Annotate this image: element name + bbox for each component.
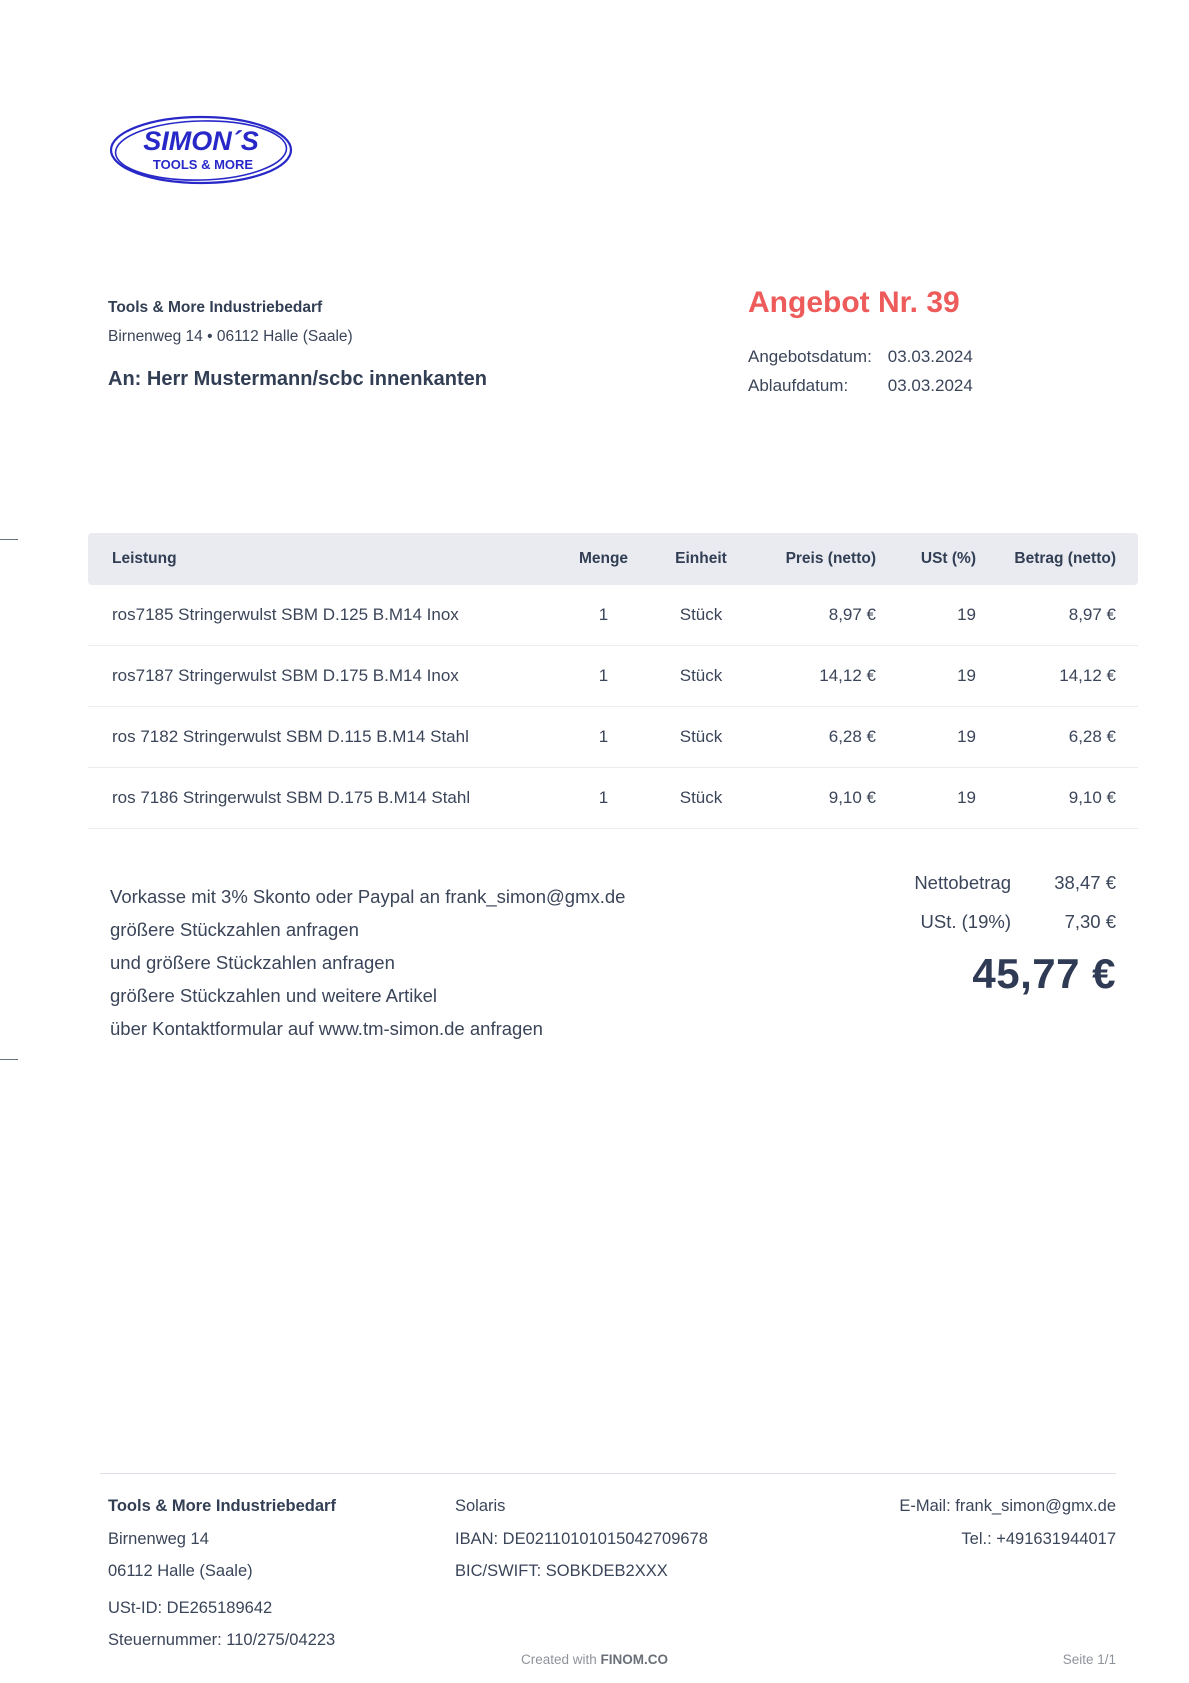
cell-ust: 19	[957, 727, 976, 746]
fold-mark-top	[0, 539, 18, 540]
vat-total-label: USt. (19%)	[920, 911, 1011, 932]
totals-block	[820, 872, 1116, 998]
cell-betrag: 14,12 €	[1059, 666, 1116, 685]
cell-leistung: ros7187 Stringerwulst SBM D.175 B.M14 Inox	[112, 666, 459, 685]
items-table	[88, 533, 1138, 829]
offer-title: Angebot Nr. 39	[748, 286, 960, 319]
col-header-ust: USt (%)	[920, 550, 976, 567]
offer-date-value: 03.03.2024	[887, 347, 973, 366]
footer-bank-column	[455, 1490, 708, 1588]
page-number: Seite 1/1	[1062, 1652, 1116, 1667]
created-with-brand: FINOM.CO	[600, 1652, 669, 1667]
table-row	[88, 585, 1138, 646]
created-with-prefix: Created with	[520, 1652, 601, 1667]
cell-einheit: Stück	[679, 788, 723, 807]
table-row	[88, 707, 1138, 768]
cell-leistung: ros 7182 Stringerwulst SBM D.115 B.M14 Stahl	[112, 727, 469, 746]
col-header-menge: Menge	[578, 550, 629, 567]
cell-ust: 19	[957, 788, 976, 807]
vat-total-row	[820, 911, 1116, 933]
recipient-line: An: Herr Mustermann/scbc innenkanten	[108, 368, 487, 390]
note-line: Vorkasse mit 3% Skonto oder Paypal an frank_simon@gmx.de	[110, 886, 626, 907]
cell-betrag: 6,28 €	[1068, 727, 1116, 746]
cell-betrag: 8,97 €	[1068, 605, 1116, 624]
note-line: und größere Stückzahlen anfragen	[110, 952, 395, 973]
cell-einheit: Stück	[679, 727, 723, 746]
offer-date-row	[748, 347, 973, 367]
offer-date-label: Angebotsdatum:	[748, 347, 872, 366]
cell-ust: 19	[957, 605, 976, 624]
cell-menge: 1	[598, 788, 609, 807]
footer-bank-name: Solaris	[455, 1497, 506, 1515]
footer-city: 06112 Halle (Saale)	[108, 1562, 253, 1580]
logo-name-text: SIMON´S	[143, 126, 259, 156]
footer-bic: BIC/SWIFT: SOBKDEB2XXX	[455, 1562, 668, 1580]
table-header-row	[88, 533, 1138, 585]
simons-tools-logo-graphic	[106, 112, 296, 190]
sender-company: Tools & More Industriebedarf	[108, 299, 323, 316]
cell-leistung: ros 7186 Stringerwulst SBM D.175 B.M14 Stahl	[112, 788, 471, 807]
cell-preis: 8,97 €	[828, 605, 876, 624]
footer-divider	[100, 1473, 1116, 1474]
footer-tax-number: Steuernummer: 110/275/04223	[108, 1631, 336, 1649]
offer-expiry-row	[748, 376, 973, 396]
cell-menge: 1	[598, 605, 609, 624]
note-line: über Kontaktformular auf www.tm-simon.de anfragen	[110, 1018, 543, 1039]
cell-betrag: 9,10 €	[1068, 788, 1116, 807]
cell-einheit: Stück	[679, 666, 723, 685]
footer-company-name: Tools & More Industriebedarf	[108, 1497, 336, 1515]
cell-menge: 1	[598, 666, 609, 685]
cell-preis: 14,12 €	[819, 666, 876, 685]
created-with-line	[0, 1652, 1189, 1667]
footer-contact-column	[899, 1490, 1116, 1555]
footer-iban: IBAN: DE02110101015042709678	[455, 1529, 708, 1548]
logo-subtitle-text: TOOLS & MORE	[152, 157, 254, 172]
cell-leistung: ros7185 Stringerwulst SBM D.125 B.M14 Inox	[112, 605, 459, 624]
vat-total-value: 7,30 €	[1064, 911, 1116, 932]
footer-phone: Tel.: +491631944017	[961, 1529, 1116, 1548]
grand-total-value: 45,77 €	[972, 950, 1116, 997]
col-header-einheit: Einheit	[675, 550, 727, 567]
company-logo	[106, 112, 296, 195]
footer-company-column	[108, 1490, 336, 1657]
cell-ust: 19	[957, 666, 976, 685]
table-row	[88, 768, 1138, 829]
cell-menge: 1	[598, 727, 609, 746]
note-line: größere Stückzahlen und weitere Artikel	[110, 985, 438, 1006]
payment-notes	[110, 880, 710, 1045]
net-total-label: Nettobetrag	[914, 872, 1011, 893]
net-total-row	[820, 872, 1116, 894]
footer-email: E-Mail: frank_simon@gmx.de	[899, 1497, 1116, 1515]
fold-mark-bottom	[0, 1059, 18, 1060]
footer-street: Birnenweg 14	[108, 1529, 209, 1548]
footer-vat-id: USt-ID: DE265189642	[108, 1598, 273, 1617]
col-header-preis: Preis (netto)	[785, 550, 876, 567]
offer-expiry-label: Ablaufdatum:	[748, 376, 849, 395]
cell-einheit: Stück	[679, 605, 723, 624]
sender-address: Birnenweg 14 • 06112 Halle (Saale)	[108, 328, 353, 345]
offer-expiry-value: 03.03.2024	[887, 376, 973, 395]
col-header-leistung: Leistung	[112, 550, 177, 567]
col-header-betrag: Betrag (netto)	[1014, 550, 1116, 567]
note-line: größere Stückzahlen anfragen	[110, 919, 359, 940]
cell-preis: 9,10 €	[828, 788, 876, 807]
net-total-value: 38,47 €	[1054, 872, 1116, 893]
table-row	[88, 646, 1138, 707]
cell-preis: 6,28 €	[828, 727, 876, 746]
